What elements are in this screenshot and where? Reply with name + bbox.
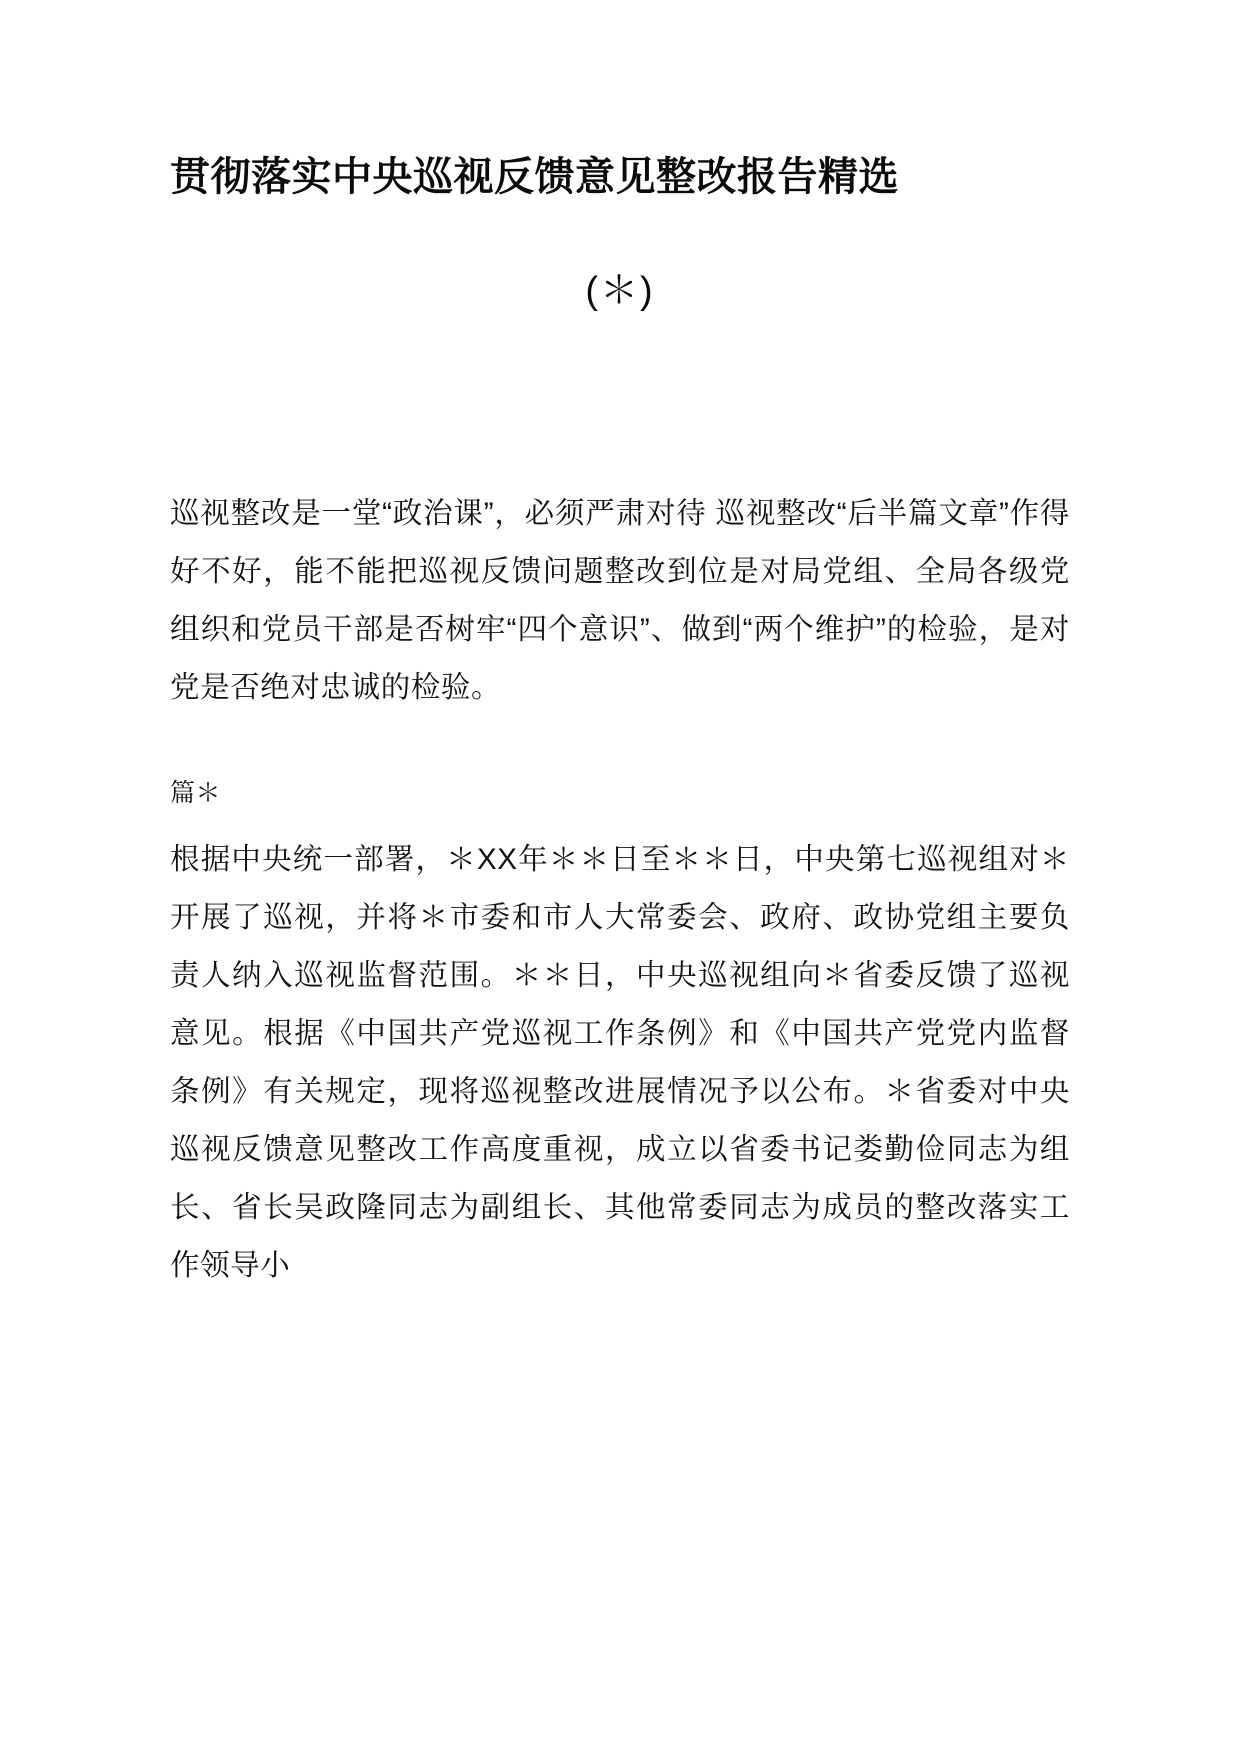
document-subtitle: (＊) [585, 270, 655, 313]
label-gap [170, 817, 1070, 831]
section-label: 篇＊ [170, 778, 222, 807]
intro-paragraph: 巡视整改是一堂“政治课”，必须严肃对待 巡视整改“后半篇文章”作得好不好，能不能把巡视反馈问题整改到位是对局党组、全局各级党组织和党员干部是否树牢“四个意识”、做到“两个维护”的检验，是对党是否绝对忠诚的检验。 [170, 496, 1070, 704]
page-title: 贯彻落实中央巡视反馈意见整改报告精选 [170, 155, 899, 199]
subtitle-spacer [170, 317, 1070, 485]
paragraph-gap [170, 717, 1070, 769]
title-spacer [170, 205, 1070, 267]
section-body-paragraph: 根据中央统一部署，＊XX年＊＊日至＊＊日，中央第七巡视组对＊开展了巡视，并将＊市委和市人大常委会、政府、政协党组主要负责人纳入巡视监督范围。＊＊日，中央巡视组向＊省委反馈了巡视意见。根据《中国共产党巡视工作条例》和《中国共产党党内监督条例》有关规定，现将巡视整改进展情况予以公布。＊省委对中央巡视反馈意见整改工作高度重视，成立以省委书记娄勤俭同志为组长、省长吴政隆同志为副组长、其他常委同志为成员的整改落实工作领导小 [170, 842, 1070, 1282]
